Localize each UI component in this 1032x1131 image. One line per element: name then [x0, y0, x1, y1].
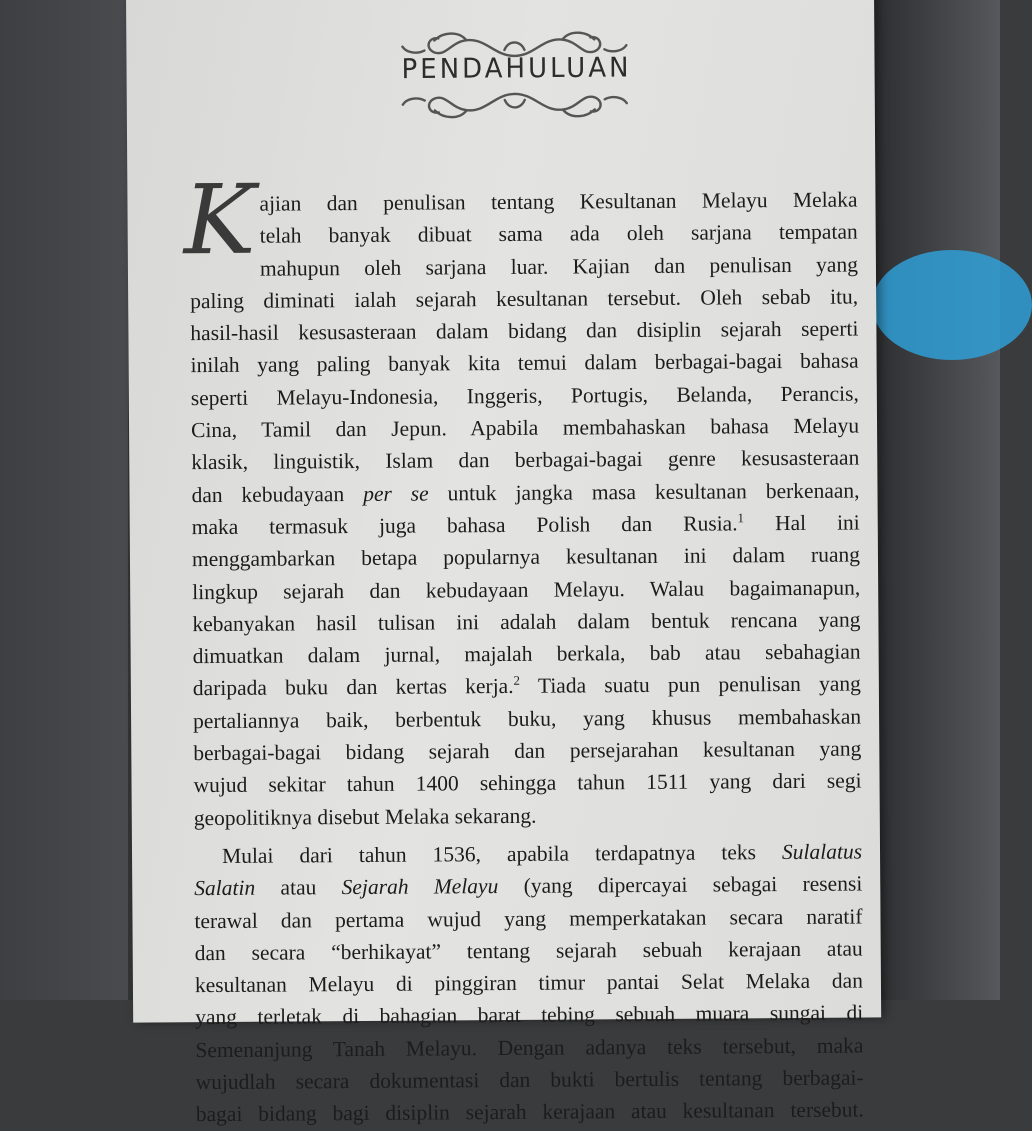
text-line: dimuatkan dalam jurnal, majalah berkala, bab atau sebahagian	[192, 639, 861, 669]
text-line	[193, 668, 861, 705]
text-line: menggambarkan betapa popularnya kesultanan ini dalam ruang	[191, 542, 861, 572]
background-blue-object	[872, 250, 1032, 360]
text-line: geopolitiknya disebut Melaka sekarang.	[193, 803, 537, 830]
italic-term: Sejarah Melayu	[341, 874, 499, 900]
text-segment: maka termasuk juga bahasa Polish dan Rusia.	[191, 511, 738, 540]
text-line: yang terletak di bahagian barat tebing sebuah muara sungai di	[195, 1000, 864, 1030]
text-line: paling diminati ialah sejarah kesultanan tersebut. Oleh sebab itu,	[190, 284, 859, 314]
text-segment: Tiada suatu pun penulisan yang	[519, 671, 861, 699]
text-line: klasik, linguistik, Islam dan berbagai-bagai genre kesusasteraan	[191, 445, 860, 475]
footnote-ref: 1	[737, 510, 745, 526]
book-page	[126, 0, 881, 1127]
text-line: mahupun oleh sarjana luar. Kajian dan penulisan yang	[259, 252, 859, 281]
text-segment: (yang dipercayai sebagai resensi	[498, 871, 863, 899]
text-line: lingkup sejarah dan kebudayaan Melayu. Walau bagaimanapun,	[192, 575, 861, 604]
text-line	[194, 835, 862, 872]
text-line	[194, 868, 862, 905]
ornament-bottom-icon	[395, 87, 635, 125]
text-line: kebanyakan hasil tulisan ini adalah dalam bentuk rencana yang	[192, 607, 861, 637]
text-line: wujudlah secara dokumentasi dan bukti bertulis tentang berbagai-	[195, 1065, 864, 1095]
text-segment: untuk jangka masa kesultanan berkenaan,	[428, 478, 860, 506]
text-segment: Mulai dari tahun 1536, apabila terdapatnya teks	[221, 839, 783, 868]
text-line: ajian dan penulisan tentang Kesultanan Melayu Melaka	[259, 187, 858, 216]
text-line: Semenanjung Tanah Melayu. Dengan adanya teks tersebut, maka	[195, 1033, 864, 1062]
text-segment: Hal ini	[743, 510, 860, 536]
text-line: bagai bidang bagi disiplin sejarah kerajaan atau kesultanan tersebut.	[195, 1097, 864, 1127]
italic-term: Salatin	[194, 875, 256, 901]
page-heading: PENDAHULUAN	[401, 52, 632, 86]
italic-term: per se	[363, 481, 429, 506]
drop-cap: K	[183, 163, 256, 277]
text-line: pertaliannya baik, berbentuk buku, yang khusus membahaskan	[193, 704, 862, 733]
text-line: seperti Melayu-Indonesia, Inggeris, Portugis, Belanda, Perancis,	[190, 381, 859, 410]
text-line: hasil-hasil kesusasteraan dalam bidang dan disiplin sejarah seperti	[190, 316, 859, 346]
text-line: telah banyak dibuat sama ada oleh sarjana tempatan	[259, 219, 858, 248]
background-right	[862, 0, 1000, 1000]
body-text	[183, 163, 864, 1131]
footnote-ref: 2	[513, 673, 521, 689]
italic-term: Sulalatus	[781, 839, 863, 864]
text-segment: atau	[255, 875, 342, 900]
text-line: wujud sekitar tahun 1400 sehingga tahun 1511 yang dari segi	[193, 768, 862, 798]
background-left	[0, 0, 128, 1000]
text-line	[191, 474, 859, 511]
text-segment: daripada buku dan kertas kerja.	[192, 674, 514, 701]
text-line: dan secara “berhikayat” tentang sejarah sebuah kerajaan atau	[194, 936, 863, 965]
text-segment: dan kebudayaan	[191, 481, 364, 507]
text-line: Cina, Tamil dan Jepun. Apabila membahaskan bahasa Melayu	[190, 413, 860, 443]
text-line: berbagai-bagai bidang sejarah dan persejarahan kesultanan yang	[193, 736, 862, 766]
text-line: terawal dan pertama wujud yang memperkatakan secara naratif	[194, 904, 863, 933]
text-line: inilah yang paling banyak kita temui dalam berbagai-bagai bahasa	[190, 348, 859, 378]
text-line	[192, 506, 860, 543]
text-line: kesultanan Melayu di pinggiran timur pantai Selat Melaka dan	[194, 968, 864, 998]
